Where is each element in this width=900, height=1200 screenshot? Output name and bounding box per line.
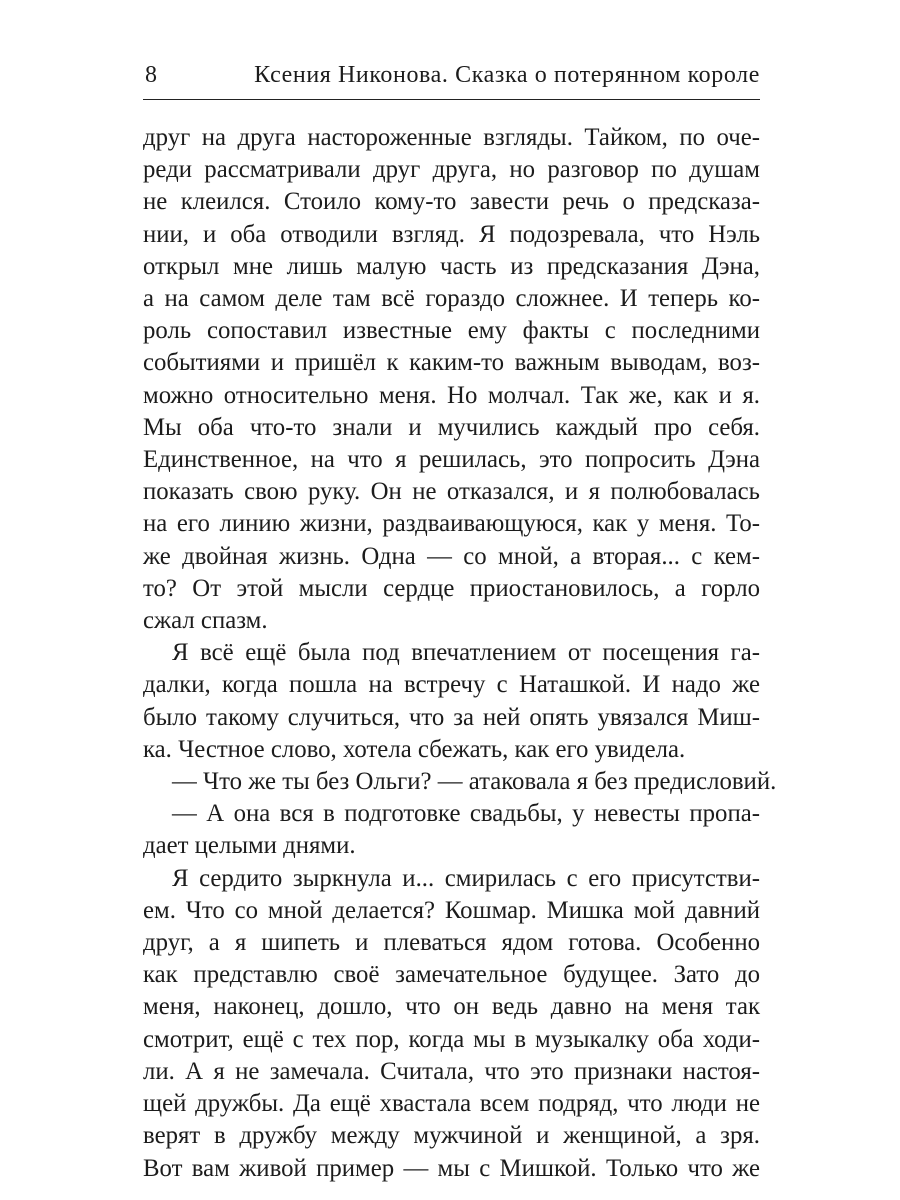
text-line: как представлю своё замечательное будущее. Зато до: [143, 961, 760, 989]
text-line: на его линию жизни, раздваивающуюся, как у меня. То-: [143, 510, 760, 538]
text-line: друг, а я шипеть и плеваться ядом готова. Особенно: [143, 929, 760, 957]
text-line: далки, когда пошла на встречу с Наташкой. И надо же: [143, 671, 760, 699]
text-line: верят в дружбу между мужчиной и женщиной, а зря.: [143, 1122, 760, 1150]
text-line: событиями и пришёл к каким-то важным выводам, воз-: [143, 349, 760, 377]
text-line: а на самом деле там всё гораздо сложнее. И теперь ко-: [143, 285, 760, 313]
text-line: ем. Что со мной делается? Кошмар. Мишка мой давний: [143, 896, 760, 924]
text-line: Я сердито зыркнула и... смирилась с его присутстви-: [172, 864, 760, 892]
text-line: Единственное, на что я решилась, это попросить Дэна: [143, 446, 760, 474]
text-line: ли. А я не замечала. Считала, что это признаки настоя-: [143, 1057, 760, 1085]
text-line: сжал спазм.: [143, 607, 268, 635]
text-line: реди рассматривали друг друга, но разговор по душам: [143, 156, 760, 184]
text-line: друг на друга настороженные взгляды. Тайком, по оче-: [143, 124, 760, 151]
text-line: можно относительно меня. Но молчал. Так же, как и я.: [143, 381, 760, 409]
text-line: то? От этой мысли сердце приостановилось, а горло: [143, 574, 760, 602]
page-header: [143, 62, 760, 100]
page-number: 8: [145, 62, 158, 88]
text-line: показать свою руку. Он не отказался, и я полюбовалась: [143, 478, 760, 506]
running-title: Ксения Никонова. Сказка о потерянном короле: [254, 62, 760, 88]
text-line: Я всё ещё была под впечатлением от посещения га-: [172, 639, 760, 667]
text-line: открыл мне лишь малую часть из предсказания Дэна,: [143, 252, 760, 280]
paragraph: [143, 122, 760, 637]
dialogue-paragraph: [143, 798, 760, 862]
paragraph: [143, 863, 760, 1185]
paragraph: [143, 637, 760, 766]
text-line: Вот вам живой пример — мы с Мишкой. Только что же: [143, 1154, 760, 1182]
text-line: было такому случиться, что за ней опять увязался Миш-: [143, 703, 760, 731]
text-line: Мы оба что-то знали и мучились каждый про себя.: [143, 413, 760, 441]
book-page: [143, 62, 777, 1185]
text-line: дает целыми днями.: [143, 832, 356, 860]
text-line: смотрит, ещё с тех пор, когда мы в музыкалку оба ходи-: [143, 1025, 760, 1053]
text-line: меня, наконец, дошло, что он ведь давно на меня так: [143, 993, 760, 1021]
text-line: — Что же ты без Ольги? — атаковала я без предисловий.: [172, 768, 777, 796]
text-line: нии, и оба отводили взгляд. Я подозревала, что Нэль: [143, 220, 760, 248]
text-line: ка. Честное слово, хотела сбежать, как его увидела.: [143, 735, 686, 763]
text-line: не клеился. Стоило кому-то завести речь о предсказа-: [143, 188, 760, 216]
text-line: же двойная жизнь. Одна — со мной, а вторая... с кем-: [143, 542, 760, 570]
text-line: щей дружбы. Да ещё хвастала всем подряд, что люди не: [143, 1090, 760, 1118]
dialogue-paragraph: [143, 766, 777, 798]
text-line: роль сопоставил известные ему факты с последними: [143, 317, 760, 345]
text-line: — А она вся в подготовке свадьбы, у невесты пропа-: [172, 800, 760, 828]
page-body: [143, 122, 777, 1185]
